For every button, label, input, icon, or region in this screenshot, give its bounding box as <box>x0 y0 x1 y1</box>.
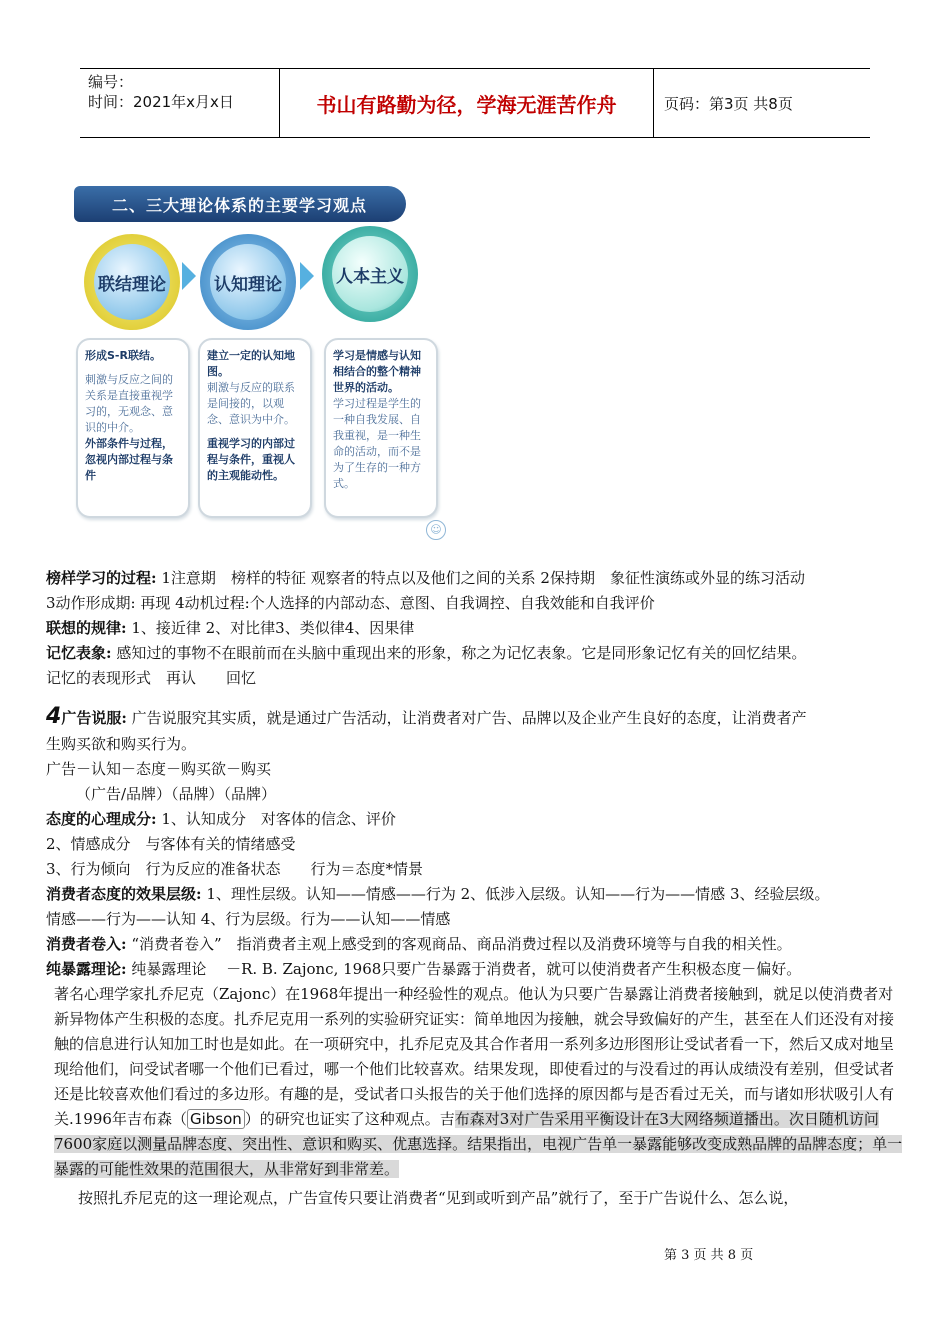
card-humanism <box>324 338 438 518</box>
card-1-emphasis: 外部条件与过程，忽视内部过程与条件 <box>85 437 173 482</box>
arrow-icon <box>182 262 196 290</box>
text: ）的研究也证实了这种观点。吉 <box>244 1110 455 1128</box>
page-number: 页码：第3页 共8页 <box>664 94 793 113</box>
term-label: 记忆表象: <box>46 644 112 662</box>
paragraph <box>46 882 908 907</box>
text: 著名心理学家扎乔尼克（Zajonc）在1968年提出一种经验性的观点。他认为只要广告暴露让消费者接触到，就足以使消费者对新异物体产生积极的态度。扎乔尼克用一系列的实验研究证实：简单地因为接触，就会导致偏好的产生，甚至在人们还没有对接触的信息进行认知加工时也是如此。在一项研究中，扎乔尼克及其合作者用一系列多边形图形让受试者看一下，然后又成对地呈现给他们，问受试者哪一个他们已看过，哪一个他们比较喜欢。结果发现，即使看过的与没看过的再认成绩没有差别，但受试者还是比较喜欢他们看过的多边形。有趣的是，受试者口头报告的关于他们选择的原因都与是否看过无关，而与诸如形状吸引人有关.1996年吉布森（ <box>54 985 895 1128</box>
header-meta <box>80 69 280 137</box>
card-cognitive <box>198 338 312 518</box>
term-label: 态度的心理成分: <box>46 810 157 828</box>
paragraph <box>46 641 908 666</box>
circle-cognitive <box>200 234 296 330</box>
highlighted-text: 布森对3对广告采用平衡设计在3大网络频道播出。次日随机访问7600家庭以测量品牌态度、突出性、意识和购买、优惠选择。结果指出，电视广告单一暴露能够改变成熟品牌的品牌态度；单一暴露的可能性效果的范围很大，从非常好到非常差。 <box>54 1110 903 1178</box>
circle-label-2: 认知理论 <box>210 244 286 320</box>
card-1-heading: 形成S-R联结。 <box>85 349 161 362</box>
paragraph: 记忆的表现形式 再认 回忆 <box>46 669 257 687</box>
text: “消费者卷入” 指消费者主观上感受到的客观商品、商品消费过程以及消费环境等与自我的相关性。 <box>126 935 792 953</box>
term-label: 纯暴露理论: <box>46 960 127 978</box>
circle-label-1: 联结理论 <box>94 244 170 320</box>
paragraph <box>46 703 908 732</box>
term-label: 广告说服: <box>61 709 127 727</box>
card-3-text: 学习过程是学生的一种自我发展、自我重视，是一种生命的活动，而不是为了生存的一种方式。 <box>333 397 421 490</box>
paragraph: 3、行为倾向 行为反应的准备状态 行为＝态度*情景 <box>46 860 424 878</box>
paragraph <box>46 566 908 591</box>
card-2-text: 刺激与反应的联系是间接的，以观念、意识为中介。 <box>207 381 295 426</box>
section-number: 4 <box>46 704 62 729</box>
paragraph <box>46 957 908 982</box>
gibson-term: Gibson <box>187 1109 245 1129</box>
text: 广告说服究其实质，就是通过广告活动，让消费者对广告、品牌以及企业产生良好的态度，让消费者产 <box>126 709 807 727</box>
term-label: 联想的规律: <box>46 619 127 637</box>
card-3-heading: 学习是情感与认知相结合的整个精神世界的活动。 <box>333 349 421 394</box>
text: 1、理性层级。认知——情感——行为 2、低涉入层级。认知——行为——情感 3、经验层级。 <box>201 885 830 903</box>
card-2-emphasis: 重视学习的内部过程与条件，重视人的主观能动性。 <box>207 437 295 482</box>
paragraph <box>46 616 908 641</box>
smile-icon: ☺ <box>426 520 446 540</box>
text: 1、认知成分 对客体的信念、评价 <box>156 810 396 828</box>
document-body <box>46 566 908 1211</box>
paragraph: 按照扎乔尼克的这一理论观点，广告宣传只要让消费者“见到或听到产品”就行了，至于广告说什么、怎么说， <box>78 1189 799 1207</box>
circle-label-3: 人本主义 <box>332 236 408 312</box>
circle-humanism <box>322 226 418 322</box>
card-2-heading: 建立一定的认知地图。 <box>207 349 295 378</box>
paragraph: 生购买欲和购买行为。 <box>46 735 197 753</box>
theory-figure <box>72 182 452 550</box>
number-label: 编号： <box>88 73 134 91</box>
term-label: 榜样学习的过程: <box>46 569 157 587</box>
paragraph: 2、情感成分 与客体有关的情绪感受 <box>46 835 296 853</box>
paragraph: （广告/品牌）（品牌）（品牌） <box>76 785 277 803</box>
paragraph: 3动作形成期: 再现 4动机过程:个人选择的内部动态、意图、自我调控、自我效能和自我评价 <box>46 594 655 612</box>
circle-connectionism <box>84 234 180 330</box>
term-label: 消费者卷入: <box>46 935 127 953</box>
paragraph: 广告－认知－态度－购买欲－购买 <box>46 760 272 778</box>
term-label: 消费者态度的效果层级: <box>46 885 202 903</box>
text: 1、接近律 2、对比律3、类似律4、因果律 <box>126 619 415 637</box>
page-header <box>80 68 870 138</box>
text: 感知过的事物不在眼前而在头脑中重现出来的形象，称之为记忆表象。它是同形象记忆有关的回忆结果。 <box>111 644 807 662</box>
figure-banner: 二、三大理论体系的主要学习观点 <box>74 186 406 222</box>
paragraph <box>46 982 908 1182</box>
paragraph <box>46 932 908 957</box>
time-label: 时间：2021年x月x日 <box>88 93 234 111</box>
header-motto: 书山有路勤为径，学海无涯苦作舟 <box>280 69 654 137</box>
arrow-icon <box>300 262 314 290</box>
paragraph <box>46 807 908 832</box>
text: 1注意期 榜样的特征 观察者的特点以及他们之间的关系 2保持期 象征性演练或外显的练习活动 <box>156 569 805 587</box>
text: 纯暴露理论 －R. B. Zajonc, 1968只要广告暴露于消费者，就可以使消费者产生积极态度－偏好。 <box>126 960 802 978</box>
card-connectionism <box>76 338 190 518</box>
paragraph: 情感——行为——认知 4、行为层级。行为——认知——情感 <box>46 910 451 928</box>
card-1-text: 刺激与反应之间的关系是直接重视学习的，无观念、意识的中介。 <box>85 373 173 434</box>
page-footer: 第 3 页 共 8 页 <box>664 1248 754 1263</box>
